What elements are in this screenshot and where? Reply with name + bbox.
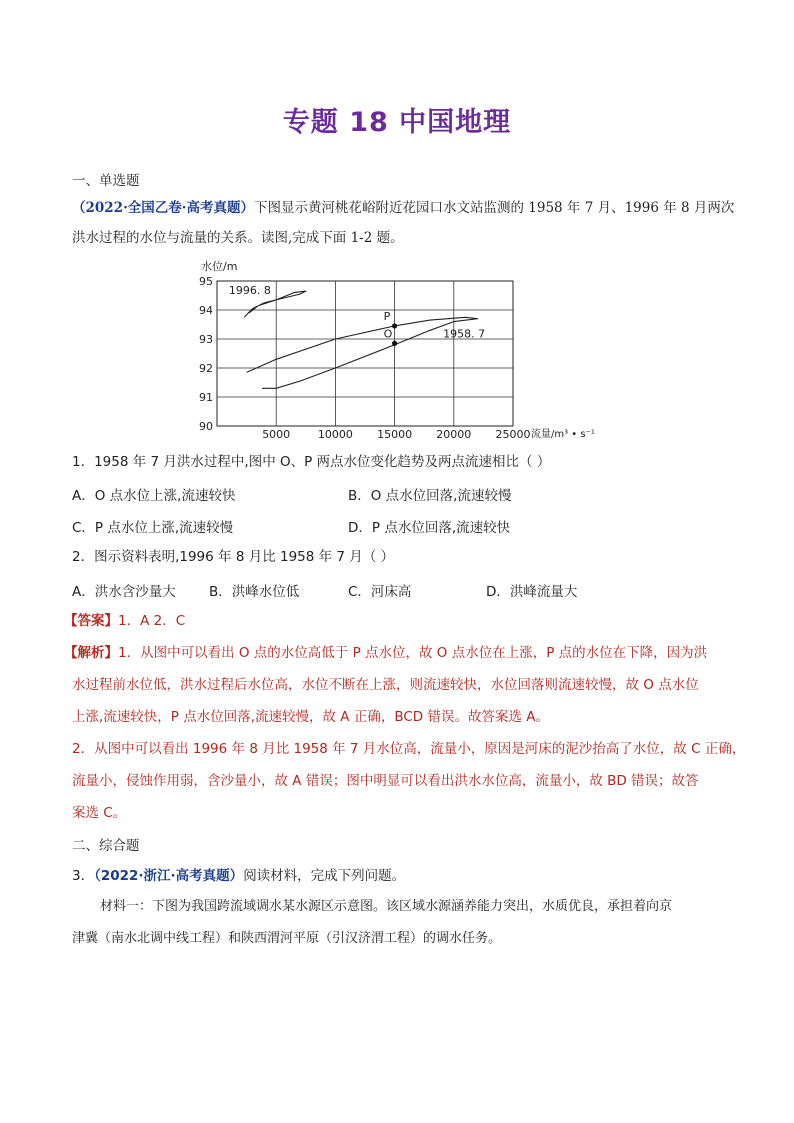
chart-x-ticks (262, 428, 530, 441)
q3-source: （2022·浙江·高考真题） (94, 868, 244, 884)
section-heading-comprehensive: 二、综合题 (72, 838, 140, 854)
chart-y-tick-label: 95 (199, 275, 213, 288)
q1-option-a: A．O 点水位上涨,流速较快 (72, 488, 236, 504)
question-intro-text-1: 下图显示黄河桃花峪附近花园口水文站监测的 1958 年 7 月、1996 年 8 月两次 (253, 200, 735, 216)
q1-option-d: D．P 点水位回落,流速较快 (348, 520, 511, 536)
chart-y-axis-label: 水位/m (201, 260, 238, 273)
chart-y-tick-label: 94 (199, 304, 213, 317)
question-source: （2022·全国乙卷·高考真题） (72, 200, 254, 216)
q2-option-b: B．洪峰水位低 (209, 584, 300, 600)
question-intro-line-1 (72, 199, 734, 217)
chart-series-label-1958: 1958. 7 (443, 327, 486, 341)
chart-x-tick-label: 10000 (317, 428, 353, 441)
chart-x-tick-label: 15000 (377, 428, 413, 441)
analysis-line-1 (64, 644, 707, 662)
q3-stem (72, 867, 405, 885)
material-line-1: 材料一：下图为我国跨流域调水某水源区示意图。该区域水源涵养能力突出，水质优良，承担着向京 (100, 899, 673, 914)
water-level-discharge-chart (195, 256, 605, 442)
section-heading-single-choice: 一、单选题 (72, 173, 140, 189)
answer-tag: 【答案】 (64, 613, 118, 629)
chart-y-tick-label: 92 (199, 362, 213, 375)
chart-y-tick-label: 90 (199, 420, 213, 433)
q3-text: 阅读材料，完成下列问题。 (243, 868, 406, 884)
analysis-text-1: 1．从图中可以看出 O 点的水位高低于 P 点水位，故 O 点水位在上涨，P 点的水位在下降，因为洪 (118, 645, 708, 661)
analysis-line-4: 2．从图中可以看出 1996 年 8 月比 1958 年 7 月水位高，流量小，原因是河床的泥沙抬高了水位，故 C 正确， (72, 741, 746, 757)
chart-point-o (392, 341, 397, 346)
page-title: 专题 18 中国地理 (282, 107, 512, 138)
chart-x-tick-label: 25000 (495, 428, 531, 441)
chart-series (229, 284, 485, 388)
chart-markers (384, 310, 398, 346)
chart-plot-frame (217, 281, 513, 426)
chart-y-tick-label: 91 (199, 391, 213, 404)
chart-x-axis-label: 流量/m³ • s⁻¹ (531, 429, 595, 440)
q2-option-a: A．洪水含沙量大 (72, 584, 176, 600)
analysis-line-6: 案选 C。 (72, 805, 127, 821)
chart-series-label-1996: 1996. 8 (228, 284, 271, 298)
chart-y-ticks (199, 275, 213, 433)
material-line-2: 津冀（南水北调中线工程）和陕西渭河平原（引汉济渭工程）的调水任务。 (72, 931, 502, 946)
q1-option-c: C．P 点水位上涨,流速较慢 (72, 520, 234, 536)
chart-point-label-p: P (383, 309, 391, 323)
chart-x-tick-label: 5000 (262, 428, 291, 441)
answer-line (64, 612, 185, 630)
q1-option-b: B．O 点水位回落,流速较慢 (348, 488, 512, 504)
chart-x-tick-label: 20000 (436, 428, 472, 441)
analysis-line-2: 水过程前水位低，洪水过程后水位高，水位不断在上涨，则流速较快，水位回落则流速较慢，故 O 点水位 (72, 677, 699, 693)
q2-option-d: D．洪峰流量大 (486, 584, 578, 600)
chart-point-p (392, 323, 397, 328)
answer-text: 1．A 2．C (118, 613, 186, 629)
q1-stem: 1．1958 年 7 月洪水过程中,图中 O、P 两点水位变化趋势及两点流速相比（ ） (72, 454, 551, 470)
chart-y-tick-label: 93 (199, 333, 213, 346)
q2-stem: 2．图示资料表明,1996 年 8 月比 1958 年 7 月（ ） (72, 549, 395, 565)
analysis-line-5: 流量小，侵蚀作用弱，含沙量小，故 A 错误；图中明显可以看出洪水水位高，流量小，故 BD 错误；故答 (72, 773, 699, 789)
analysis-tag: 【解析】 (64, 645, 118, 661)
chart-grid (217, 281, 513, 426)
chart-point-label-o: O (383, 327, 393, 341)
q2-option-c: C．河床高 (348, 584, 412, 600)
question-intro-line-2: 洪水过程的水位与流量的关系。读图,完成下面 1-2 题。 (72, 230, 404, 246)
analysis-line-3: 上涨,流速较快，P 点水位回落,流速较慢，故 A 正确，BCD 错误。故答案选 A。 (72, 709, 549, 725)
q3-number: 3． (72, 868, 95, 884)
